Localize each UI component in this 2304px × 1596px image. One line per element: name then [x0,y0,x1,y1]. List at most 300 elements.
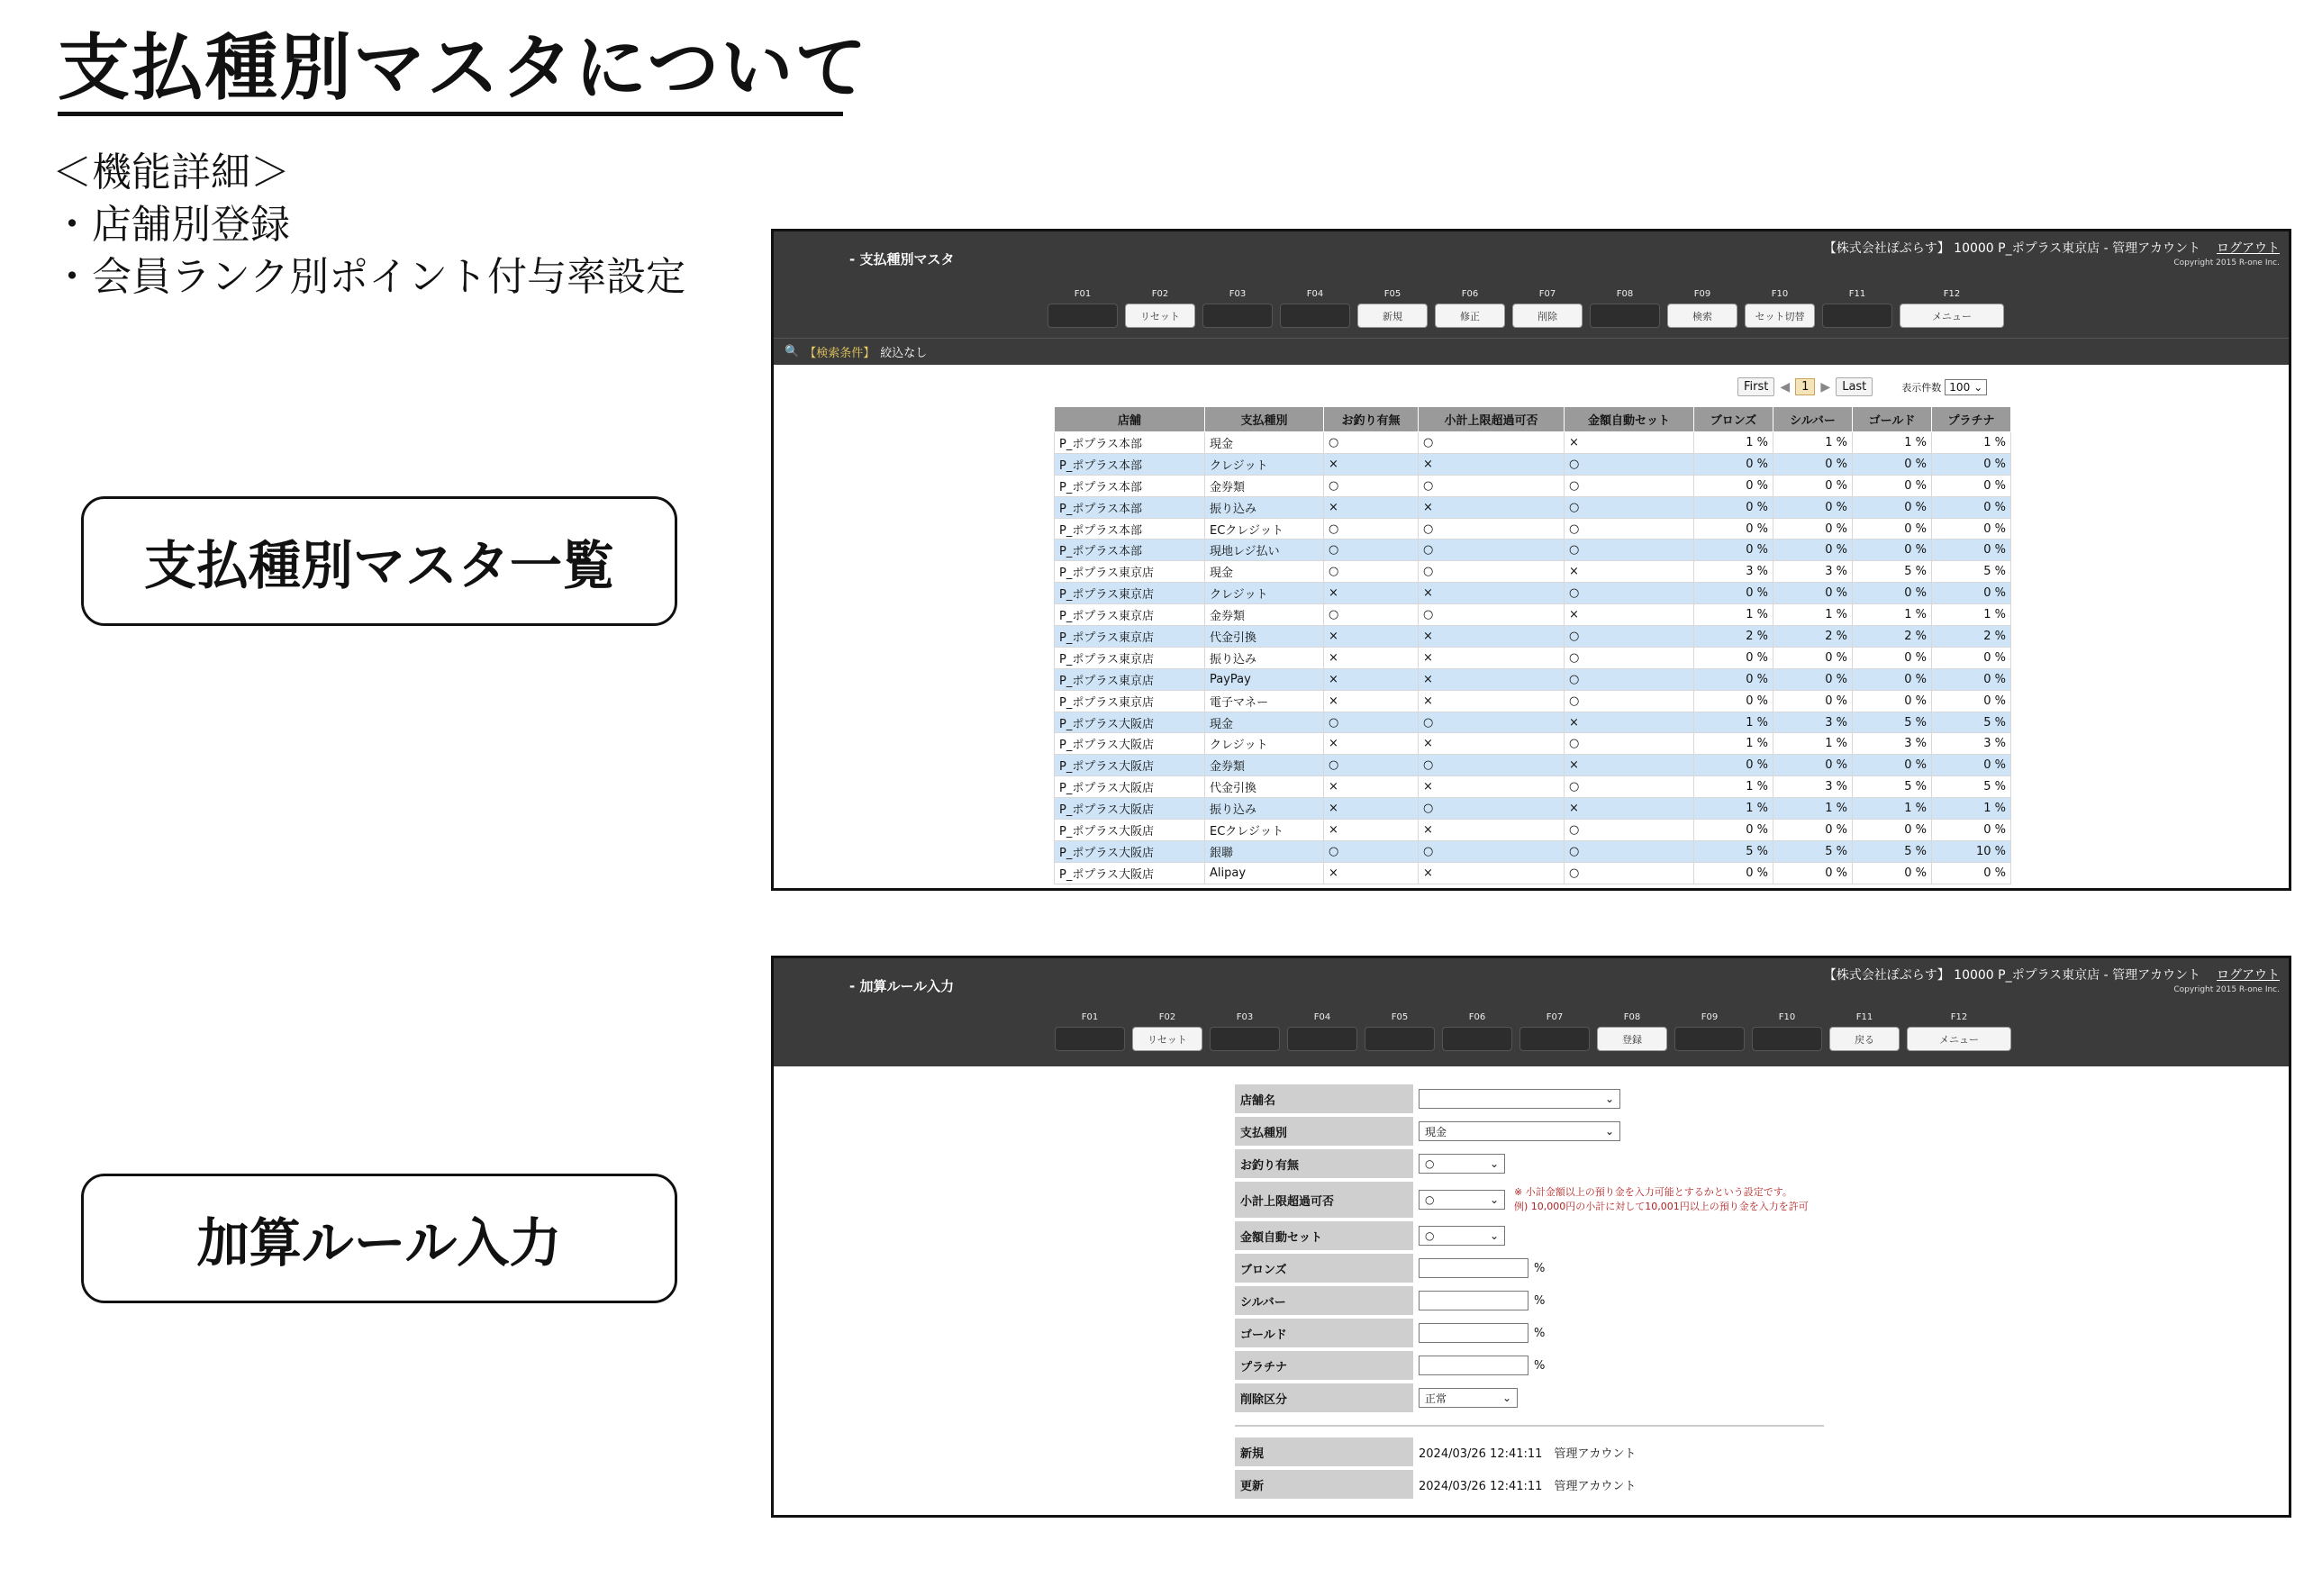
cell-silver: 0 % [1773,668,1853,690]
cell-change: ○ [1324,755,1419,776]
cell-silver: 0 % [1773,583,1853,604]
screen-title: - 支払種別マスタ [849,251,955,268]
reset-button[interactable]: リセット [1132,1027,1202,1051]
table-row[interactable] [1055,668,2011,690]
f05-button[interactable] [1365,1027,1435,1051]
f07-button[interactable] [1519,1027,1590,1051]
cell-auto-amount: ○ [1565,496,1694,518]
cell-bronze: 0 % [1694,647,1773,668]
table-row[interactable] [1055,475,2011,496]
bronze-input[interactable] [1419,1258,1528,1278]
cell-gold: 0 % [1853,862,1932,884]
f10-button[interactable] [1752,1027,1822,1051]
cell-silver: 0 % [1773,755,1853,776]
fkey-f02: F02 リセット [1123,289,1197,328]
cell-change: × [1324,668,1419,690]
cell-auto-amount: × [1565,755,1694,776]
display-count-label: 表示件数 [1901,381,1942,394]
chevron-down-icon: ⌄ [1604,1125,1614,1138]
cell-over-limit: ○ [1419,518,1565,540]
cell-platinum: 5 % [1932,712,2011,733]
col-silver[interactable]: シルバー [1773,407,1853,432]
table-row[interactable] [1055,626,2011,648]
cell-bronze: 0 % [1694,668,1773,690]
fkey-f12: F12 メニュー [1905,1012,2013,1051]
cell-gold: 1 % [1853,798,1932,820]
over-limit-note: ※ 小計金額以上の預り金を入力可能とするかという設定です。 例) 10,000円の小計に対して10,001円以上の預り金を入力を許可 [1514,1186,1809,1212]
table-row[interactable] [1055,540,2011,561]
col-auto-amount[interactable]: 金額自動セット [1565,407,1694,432]
col-change[interactable]: お釣り有無 [1324,407,1419,432]
cell-over-limit: × [1419,647,1565,668]
first-page-button[interactable]: First [1737,377,1774,396]
cell-change: × [1324,626,1419,648]
cell-auto-amount: ○ [1565,820,1694,841]
cell-platinum: 1 % [1932,432,2011,454]
chevron-down-icon: ⌄ [1489,1229,1499,1242]
table-row[interactable] [1055,604,2011,626]
f04-button[interactable] [1287,1027,1357,1051]
cell-payment-type: 金券類 [1205,755,1324,776]
col-bronze[interactable]: ブロンズ [1694,407,1773,432]
fkey-f04: F04 [1278,289,1352,328]
cell-auto-amount: × [1565,798,1694,820]
cell-auto-amount: ○ [1565,733,1694,755]
cell-bronze: 1 % [1694,798,1773,820]
fkey-f10: F10 セット切替 [1743,289,1817,328]
cell-change: × [1324,690,1419,712]
divider [1235,1425,1824,1427]
fkey-f07: F07 削除 [1510,289,1584,328]
search-condition-value: 絞込なし [880,347,928,360]
rule-input-form [1235,1084,1824,1502]
fkey-f03: F03 [1208,1012,1282,1051]
cell-auto-amount: ○ [1565,518,1694,540]
cell-auto-amount: ○ [1565,690,1694,712]
cell-store: P_ポプラス東京店 [1055,647,1205,668]
silver-input[interactable] [1419,1291,1528,1310]
delete-category-label: 削除区分 [1235,1383,1413,1412]
gold-input[interactable] [1419,1323,1528,1343]
over-limit-select[interactable]: ○ ⌄ [1419,1190,1505,1210]
cell-change: × [1324,496,1419,518]
percent-unit: % [1534,1293,1546,1308]
col-payment-type[interactable]: 支払種別 [1205,407,1324,432]
form-row-silver [1235,1286,1824,1315]
cell-payment-type: 銀聯 [1205,840,1324,862]
cell-over-limit: ○ [1419,432,1565,454]
cell-silver: 0 % [1773,518,1853,540]
cell-gold: 0 % [1853,820,1932,841]
delete-category-select[interactable]: 正常 ⌄ [1419,1388,1518,1408]
auto-amount-label: 金額自動セット [1235,1221,1413,1250]
form-row-bronze [1235,1254,1824,1283]
fkey-f08: F08 登録 [1595,1012,1669,1051]
title-underline [58,112,843,116]
function-key-bar [1046,289,2006,328]
search-condition-bar[interactable] [774,338,2289,365]
list-screenshot [771,229,2291,891]
table-row[interactable] [1055,432,2011,454]
copyright: Copyright 2015 R-one Inc. [2173,258,2280,268]
cell-platinum: 0 % [1932,668,2011,690]
table-row[interactable] [1055,733,2011,755]
fkey-f06: F06 [1440,1012,1514,1051]
table-row[interactable] [1055,561,2011,583]
cell-over-limit: × [1419,453,1565,475]
cell-bronze: 1 % [1694,733,1773,755]
table-row[interactable] [1055,820,2011,841]
screen-title: - 加算ルール入力 [849,978,955,994]
cell-over-limit: × [1419,668,1565,690]
cell-gold: 0 % [1853,496,1932,518]
cell-over-limit: × [1419,820,1565,841]
fkey-f06: F06 修正 [1433,289,1507,328]
cell-payment-type: ECクレジット [1205,518,1324,540]
table-row[interactable] [1055,776,2011,798]
form-row-change [1235,1149,1824,1178]
cell-gold: 0 % [1853,668,1932,690]
cell-change: ○ [1324,604,1419,626]
table-row[interactable] [1055,453,2011,475]
cell-bronze: 5 % [1694,840,1773,862]
cell-silver: 0 % [1773,496,1853,518]
logout-link[interactable]: ログアウト [2217,241,2280,256]
cell-platinum: 0 % [1932,475,2011,496]
payment-type-table [1054,406,2011,884]
fkey-f08: F08 [1588,289,1662,328]
table-row[interactable] [1055,496,2011,518]
silver-label: シルバー [1235,1286,1413,1315]
function-key-bar [1053,1012,2013,1051]
fkey-f04: F04 [1285,1012,1359,1051]
cell-change: ○ [1324,712,1419,733]
col-gold[interactable]: ゴールド [1853,407,1932,432]
cell-over-limit: ○ [1419,561,1565,583]
cell-platinum: 0 % [1932,583,2011,604]
form-row-platinum [1235,1351,1824,1380]
cell-store: P_ポプラス東京店 [1055,561,1205,583]
cell-store: P_ポプラス東京店 [1055,668,1205,690]
cell-auto-amount: ○ [1565,475,1694,496]
table-row[interactable] [1055,798,2011,820]
percent-unit: % [1534,1261,1546,1275]
label-list-screen: 支払種別マスタ一覧 [81,496,677,626]
pagination [1737,377,1987,396]
cell-payment-type: ECクレジット [1205,820,1324,841]
cell-gold: 0 % [1853,690,1932,712]
cell-silver: 2 % [1773,626,1853,648]
chevron-down-icon: ⌄ [1604,1093,1614,1105]
cell-payment-type: 振り込み [1205,647,1324,668]
cell-payment-type: クレジット [1205,733,1324,755]
form-row-gold [1235,1319,1824,1347]
header-info [1824,239,2280,257]
last-page-button[interactable]: Last [1836,377,1873,396]
col-over-limit[interactable]: 小計上限超過可否 [1419,407,1565,432]
cell-silver: 0 % [1773,820,1853,841]
cell-payment-type: クレジット [1205,453,1324,475]
col-store[interactable]: 店舗 [1055,407,1205,432]
table-row[interactable] [1055,518,2011,540]
change-select[interactable]: ○ ⌄ [1419,1154,1505,1174]
cell-platinum: 3 % [1932,733,2011,755]
cell-store: P_ポプラス本部 [1055,432,1205,454]
cell-payment-type: PayPay [1205,668,1324,690]
cell-payment-type: 振り込み [1205,496,1324,518]
cell-platinum: 5 % [1932,561,2011,583]
cell-auto-amount: × [1565,432,1694,454]
chevron-down-icon: ⌄ [1501,1392,1511,1404]
cell-gold: 0 % [1853,540,1932,561]
fkey-f11: F11 戻る [1828,1012,1901,1051]
cell-bronze: 0 % [1694,475,1773,496]
next-arrow-icon[interactable]: ▶ [1820,379,1831,394]
feature-item: ・会員ランク別ポイント付与率設定 [52,254,686,300]
header-info [1824,966,2280,984]
cell-platinum: 0 % [1932,540,2011,561]
cell-over-limit: ○ [1419,798,1565,820]
current-page[interactable]: 1 [1795,378,1815,395]
updated-value: 2024/03/26 12:41:11 管理アカウント [1419,1479,1637,1493]
cell-bronze: 1 % [1694,776,1773,798]
cell-store: P_ポプラス大阪店 [1055,820,1205,841]
cell-store: P_ポプラス本部 [1055,540,1205,561]
cell-auto-amount: ○ [1565,626,1694,648]
cell-store: P_ポプラス大阪店 [1055,776,1205,798]
delete-button[interactable]: 削除 [1512,304,1583,328]
f01-button[interactable] [1055,1027,1125,1051]
cell-over-limit: ○ [1419,475,1565,496]
cell-platinum: 0 % [1932,755,2011,776]
cell-store: P_ポプラス東京店 [1055,604,1205,626]
f09-button[interactable] [1674,1027,1745,1051]
fkey-f01: F01 [1053,1012,1127,1051]
cell-store: P_ポプラス大阪店 [1055,755,1205,776]
cell-bronze: 0 % [1694,583,1773,604]
fkey-f01: F01 [1046,289,1120,328]
cell-store: P_ポプラス大阪店 [1055,733,1205,755]
store-select[interactable] [1419,1089,1620,1109]
cell-store: P_ポプラス大阪店 [1055,840,1205,862]
chevron-down-icon: ⌄ [1489,1193,1499,1206]
cell-silver: 1 % [1773,798,1853,820]
cell-platinum: 0 % [1932,496,2011,518]
cell-payment-type: 金券類 [1205,604,1324,626]
set-switch-button[interactable]: セット切替 [1745,304,1815,328]
cell-over-limit: ○ [1419,540,1565,561]
feature-heading: ＜機能詳細＞ [52,150,290,195]
cell-payment-type: 電子マネー [1205,690,1324,712]
cell-platinum: 1 % [1932,798,2011,820]
cell-over-limit: ○ [1419,712,1565,733]
cell-bronze: 0 % [1694,518,1773,540]
fkey-f10: F10 [1750,1012,1824,1051]
cell-platinum: 10 % [1932,840,2011,862]
cell-change: ○ [1324,540,1419,561]
cell-store: P_ポプラス本部 [1055,496,1205,518]
cell-change: × [1324,776,1419,798]
change-label: お釣り有無 [1235,1149,1413,1178]
fkey-f05: F05 [1363,1012,1437,1051]
cell-over-limit: ○ [1419,755,1565,776]
table-row[interactable] [1055,647,2011,668]
cell-auto-amount: ○ [1565,583,1694,604]
cell-payment-type: 現金 [1205,561,1324,583]
reset-button[interactable]: リセット [1125,304,1195,328]
logout-link[interactable]: ログアウト [2217,968,2280,983]
prev-arrow-icon[interactable]: ◀ [1780,379,1791,394]
cell-change: × [1324,453,1419,475]
form-row-over-limit [1235,1182,1824,1218]
table-row[interactable] [1055,840,2011,862]
cell-platinum: 0 % [1932,690,2011,712]
cell-store: P_ポプラス東京店 [1055,626,1205,648]
cell-bronze: 0 % [1694,540,1773,561]
auto-amount-select[interactable]: ○ ⌄ [1419,1226,1505,1246]
cell-silver: 5 % [1773,840,1853,862]
cell-over-limit: × [1419,626,1565,648]
form-row-auto-amount [1235,1221,1824,1250]
cell-auto-amount: ○ [1565,540,1694,561]
display-count-select[interactable]: 100 ⌄ [1945,379,1987,395]
cell-change: × [1324,798,1419,820]
register-button[interactable]: 登録 [1597,1027,1667,1051]
cell-gold: 2 % [1853,626,1932,648]
cell-platinum: 0 % [1932,862,2011,884]
edit-button[interactable]: 修正 [1435,304,1505,328]
cell-store: P_ポプラス大阪店 [1055,862,1205,884]
input-screenshot [771,956,2291,1518]
form-row-payment [1235,1117,1824,1146]
cell-gold: 1 % [1853,604,1932,626]
store-label: 店舗名 [1235,1084,1413,1113]
cell-gold: 5 % [1853,561,1932,583]
cell-platinum: 0 % [1932,453,2011,475]
f03-button[interactable] [1202,304,1273,328]
f08-button[interactable] [1590,304,1660,328]
cell-payment-type: 現金 [1205,712,1324,733]
cell-silver: 0 % [1773,453,1853,475]
cell-payment-type: 代金引換 [1205,626,1324,648]
table-row[interactable] [1055,712,2011,733]
cell-store: P_ポプラス本部 [1055,518,1205,540]
form-row-delete [1235,1383,1824,1412]
cell-platinum: 0 % [1932,518,2011,540]
search-icon: 🔍 [785,345,800,358]
back-button[interactable]: 戻る [1829,1027,1900,1051]
cell-store: P_ポプラス大阪店 [1055,798,1205,820]
platinum-input[interactable] [1419,1356,1528,1375]
form-row-updated [1235,1470,1824,1499]
cell-store: P_ポプラス本部 [1055,475,1205,496]
f11-button[interactable] [1822,304,1892,328]
cell-change: × [1324,820,1419,841]
f03-button[interactable] [1210,1027,1280,1051]
cell-auto-amount: ○ [1565,647,1694,668]
fkey-f11: F11 [1820,289,1894,328]
new-button[interactable]: 新規 [1357,304,1428,328]
cell-gold: 0 % [1853,475,1932,496]
cell-bronze: 0 % [1694,496,1773,518]
cell-silver: 3 % [1773,712,1853,733]
col-platinum[interactable]: プラチナ [1932,407,2011,432]
cell-silver: 0 % [1773,647,1853,668]
cell-silver: 1 % [1773,604,1853,626]
cell-platinum: 0 % [1932,820,2011,841]
table-row[interactable] [1055,583,2011,604]
cell-over-limit: × [1419,733,1565,755]
cell-auto-amount: × [1565,604,1694,626]
cell-gold: 1 % [1853,432,1932,454]
gold-label: ゴールド [1235,1319,1413,1347]
display-count [1901,379,1987,395]
chevron-down-icon: ⌄ [1973,380,1983,394]
f04-button[interactable] [1280,304,1350,328]
cell-auto-amount: × [1565,712,1694,733]
fkey-f09: F09 [1673,1012,1746,1051]
cell-change: ○ [1324,840,1419,862]
fkey-f07: F07 [1518,1012,1592,1051]
copyright: Copyright 2015 R-one Inc. [2173,985,2280,994]
cell-bronze: 0 % [1694,690,1773,712]
cell-auto-amount: ○ [1565,776,1694,798]
form-row-store [1235,1084,1824,1113]
cell-gold: 0 % [1853,647,1932,668]
cell-silver: 0 % [1773,475,1853,496]
menu-button[interactable]: メニュー [1900,304,2004,328]
cell-over-limit: × [1419,496,1565,518]
cell-bronze: 1 % [1694,432,1773,454]
cell-store: P_ポプラス東京店 [1055,583,1205,604]
cell-silver: 3 % [1773,561,1853,583]
cell-change: ○ [1324,561,1419,583]
cell-auto-amount: ○ [1565,453,1694,475]
payment-type-label: 支払種別 [1235,1117,1413,1146]
payment-type-select[interactable]: 現金 ⌄ [1419,1121,1620,1141]
search-button[interactable]: 検索 [1667,304,1737,328]
fkey-f05: F05 新規 [1356,289,1429,328]
cell-auto-amount: ○ [1565,862,1694,884]
menu-button[interactable]: メニュー [1907,1027,2011,1051]
cell-gold: 0 % [1853,518,1932,540]
cell-change: ○ [1324,475,1419,496]
slide-title: 支払種別マスタについて [58,26,869,110]
cell-over-limit: ○ [1419,840,1565,862]
cell-gold: 0 % [1853,755,1932,776]
cell-platinum: 5 % [1932,776,2011,798]
cell-change: ○ [1324,518,1419,540]
table-row[interactable] [1055,862,2011,884]
f01-button[interactable] [1048,304,1118,328]
cell-silver: 1 % [1773,733,1853,755]
f06-button[interactable] [1442,1027,1512,1051]
cell-payment-type: 金券類 [1205,475,1324,496]
table-row[interactable] [1055,690,2011,712]
chevron-down-icon: ⌄ [1489,1157,1499,1170]
cell-bronze: 3 % [1694,561,1773,583]
platinum-label: プラチナ [1235,1351,1413,1380]
cell-change: ○ [1324,432,1419,454]
cell-payment-type: 現金 [1205,432,1324,454]
cell-bronze: 0 % [1694,755,1773,776]
cell-payment-type: クレジット [1205,583,1324,604]
table-row[interactable] [1055,755,2011,776]
search-condition-label: 【検索条件】 [804,347,875,360]
fkey-f09: F09 検索 [1665,289,1739,328]
cell-auto-amount: × [1565,561,1694,583]
app-header [774,958,2289,1066]
